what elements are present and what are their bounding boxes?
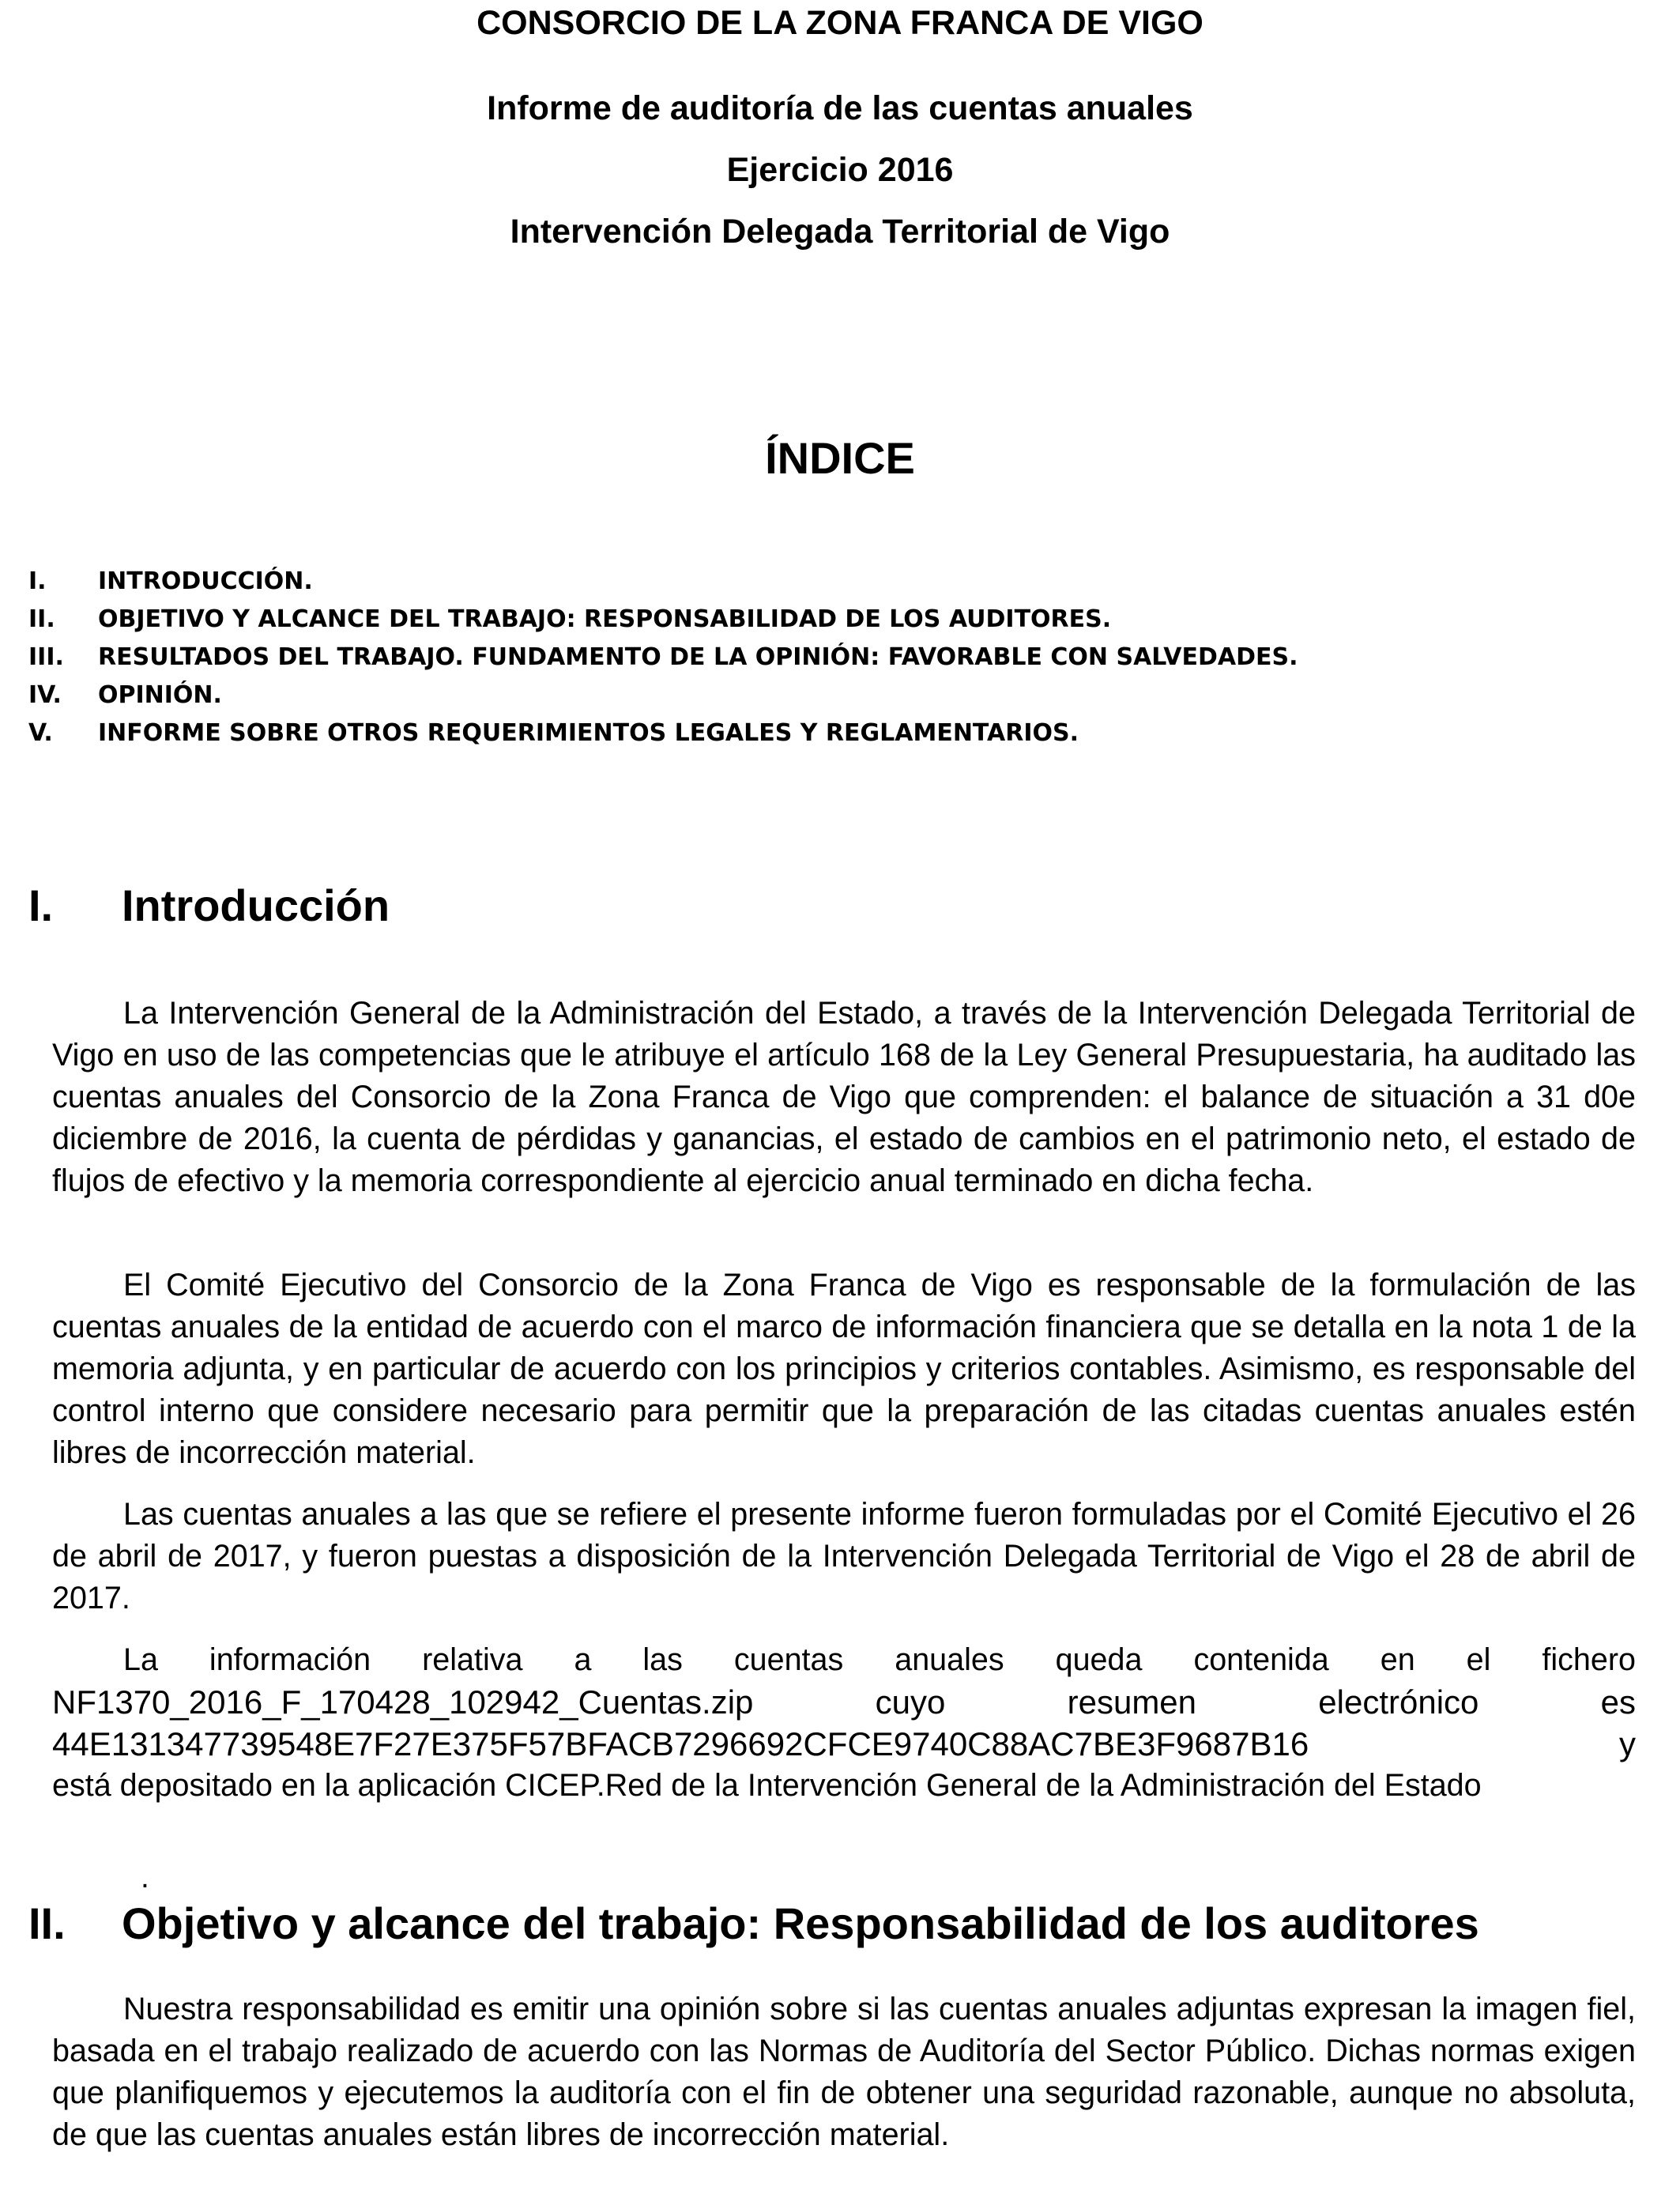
toc-item-label: INFORME SOBRE OTROS REQUERIMIENTOS LEGALES Y REGLAMENTARIOS. [98, 719, 1079, 747]
intro-paragraph-2: El Comité Ejecutivo del Consorcio de la Zona Franca de Vigo es responsable de la formulación de las cuentas anuales de la entidad de acuerdo con el marco de información financiera que se detalla en la nota 1 de la memoria adjunta, y en particular de acuerdo con los principios y criterios contables. Asimismo, es responsable del control interno que considere necesario para permitir que la preparación de las citadas cuentas anuales estén libres de incorrección material. [52, 1268, 1636, 1470]
section-heading-objective [28, 1898, 1479, 1949]
stray-dot: . [141, 1860, 149, 1894]
toc-item-number: II. [28, 605, 55, 633]
intro-paragraph-3: Las cuentas anuales a las que se refiere el presente informe fueron formuladas por el Comité Ejecutivo el 26 de abril de 2017, y fueron puestas a disposición de la Intervención Delegada Territorial de Vigo el 28 de abril de 2017. [52, 1497, 1636, 1615]
deposit-text: está depositado en la aplicación CICEP.Red de la Intervención General de la Administración del Estado [52, 1768, 1482, 1803]
objective-paragraph-1: Nuestra responsabilidad es emitir una opinión sobre si las cuentas anuales adjuntas expresan la imagen fiel, basada en el trabajo realizado de acuerdo con las Normas de Auditoría del Sector Público. Dichas normas exigen que planifiquemos y ejecutemos la auditoría con el fin de obtener una seguridad razonable, aunque no absoluta, de que las cuentas anuales están libres de incorrección material. [52, 1992, 1636, 2152]
toc-item-number: IV. [28, 681, 62, 709]
organization-title: CONSORCIO DE LA ZONA FRANCA DE VIGO [477, 4, 1203, 42]
section-heading-introduction [28, 880, 390, 931]
toc-item [28, 677, 1298, 714]
toc-item [28, 639, 1298, 677]
file-name-line: NF1370_2016_F_170428_102942_Cuentas.zip cuyo resumen electrónico es [52, 1683, 1636, 1721]
toc-item-label: RESULTADOS DEL TRABAJO. FUNDAMENTO DE LA OPINIÓN: FAVORABLE CON SALVEDADES. [98, 643, 1298, 671]
intro-paragraph-4 [52, 1639, 1636, 1807]
section-title: Introducción [122, 880, 390, 930]
issuing-office: Intervención Delegada Territorial de Vigo [510, 213, 1170, 251]
toc-item-label: OBJETIVO Y ALCANCE DEL TRABAJO: RESPONSABILIDAD DE LOS AUDITORES. [98, 605, 1112, 633]
section-title: Objetivo y alcance del trabajo: Responsabilidad de los auditores [122, 1898, 1479, 1948]
index-title: ÍNDICE [765, 433, 915, 483]
toc-item-number: I. [28, 567, 47, 595]
section-number: I. [28, 880, 54, 930]
table-of-contents [28, 563, 1298, 752]
toc-item [28, 714, 1298, 752]
toc-item [28, 601, 1298, 639]
report-title: Informe de auditoría de las cuentas anuales [487, 89, 1193, 127]
toc-item-label: INTRODUCCIÓN. [98, 567, 313, 595]
file-info-line: La información relativa a las cuentas anuales queda contenida en el fichero [123, 1642, 1636, 1677]
toc-item [28, 563, 1298, 601]
section-number: II. [28, 1898, 66, 1948]
fiscal-year: Ejercicio 2016 [726, 151, 954, 189]
toc-item-label: OPINIÓN. [98, 681, 222, 709]
toc-item-number: V. [28, 719, 53, 747]
toc-item-number: III. [28, 643, 64, 671]
intro-paragraph-1: La Intervención General de la Administración del Estado, a través de la Intervención Delegada Territorial de Vigo en uso de las competencias que le atribuye el artículo 168 de la Ley General Presupuestaria, ha auditado las cuentas anuales del Consorcio de la Zona Franca de Vigo que comprenden: el balance de situación a 31 d0e diciembre de 2016, la cuenta de pérdidas y ganancias, el estado de cambios en el patrimonio neto, el estado de flujos de efectivo y la memoria correspondiente al ejercicio anual terminado en dicha fecha. [52, 996, 1636, 1198]
hash-line: 44E131347739548E7F27E375F57BFACB7296692CFCE9740C88AC7BE3F9687B16 y [52, 1725, 1636, 1762]
